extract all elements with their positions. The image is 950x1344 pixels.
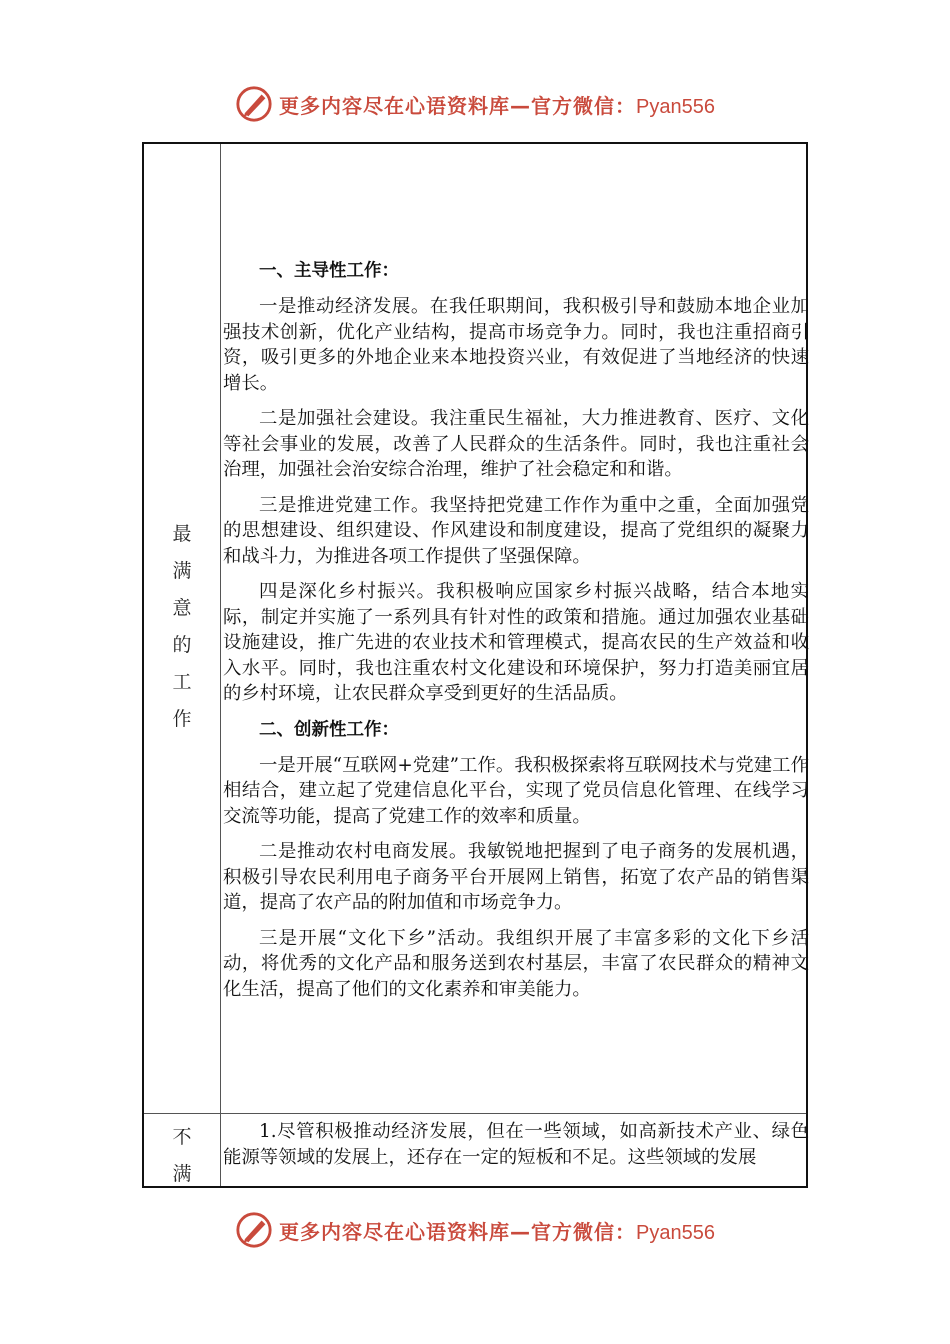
paragraph: 一是推动经济发展。在我任职期间，我积极引导和鼓励本地企业加强技术创新，优化产业结构，提高市场竞争力。同时，我也注重招商引资，吸引更多的外地企业来本地投资兴业，有效促进了当地经济的快速增长。 <box>223 296 809 394</box>
row-content-unsatisfied <box>223 1119 809 1180</box>
column-divider <box>220 144 221 1186</box>
label-char: 满 <box>172 560 192 582</box>
label-char: 满 <box>172 1163 192 1185</box>
paragraph: 二是推动农村电商发展。我敏锐地把握到了电子商务的发展机遇，积极引导农民利用电子商务平台开展网上销售，拓宽了农产品的销售渠道，提高了农产品的附加值和市场竞争力。 <box>223 841 809 913</box>
row-content-most-satisfied <box>223 258 809 1012</box>
banner-text <box>279 90 715 119</box>
banner-text <box>279 1216 715 1245</box>
label-char: 作 <box>172 708 192 730</box>
paragraph: 三是推进党建工作。我坚持把党建工作作为重中之重，全面加强党的思想建设、组织建设、作风建设和制度建设，提高了党组织的凝聚力和战斗力，为推进各项工作提供了坚强保障。 <box>223 494 809 567</box>
row-label-unsatisfied <box>144 1119 220 1193</box>
paragraph: 四是深化乡村振兴。我积极响应国家乡村振兴战略，结合本地实际，制定并实施了一系列具有针对性的政策和措施。通过加强农业基础设施建设，推广先进的农业技术和管理模式，提高农民的生产效益和收入水平。同时，我也注重农村文化建设和环境保护，努力打造美丽宜居的乡村环境，让农民群众享受到更好的生活品质。 <box>223 581 809 704</box>
label-char: 最 <box>172 523 192 545</box>
paragraph: 三是开展“文化下乡”活动。我组织开展了丰富多彩的文化下乡活动，将优秀的文化产品和服务送到农村基层，丰富了农民群众的精神文化生活，提高了他们的文化素养和审美能力。 <box>223 927 809 1000</box>
banner-caption: 更多内容尽在心语资料库—官方微信： <box>279 1219 637 1244</box>
label-char: 的 <box>172 634 192 656</box>
row-divider <box>144 1113 806 1114</box>
section-heading-leading-work: 一、主导性工作： <box>259 261 399 281</box>
label-char: 工 <box>172 671 192 693</box>
footer-watermark-banner <box>0 1210 950 1250</box>
paragraph: 1.尽管积极推动经济发展，但在一些领域，如高新技术产业、绿色能源等领域的发展上，还存在一定的短板和不足。这些领域的发展 <box>223 1121 809 1168</box>
pen-logo-icon <box>235 85 273 123</box>
header-watermark-banner <box>0 84 950 124</box>
pen-logo-icon <box>235 1211 273 1249</box>
label-char: 意 <box>172 597 192 619</box>
label-char: 不 <box>172 1126 192 1148</box>
banner-wechat-id: Pyan556 <box>636 1221 715 1244</box>
banner-wechat-id: Pyan556 <box>636 95 715 118</box>
section-heading-innovative-work: 二、创新性工作： <box>259 719 399 740</box>
paragraph: 二是加强社会建设。我注重民生福祉，大力推进教育、医疗、文化等社会事业的发展，改善了人民群众的生活条件。同时，我也注重社会治理，加强社会治安综合治理，维护了社会稳定和和谐。 <box>223 408 809 480</box>
paragraph: 一是开展“互联网+党建”工作。我积极探索将互联网技术与党建工作相结合，建立起了党建信息化平台，实现了党员信息化管理、在线学习交流等功能，提高了党建工作的效率和质量。 <box>223 754 809 827</box>
work-summary-table <box>142 142 808 1188</box>
banner-caption: 更多内容尽在心语资料库—官方微信： <box>279 93 637 118</box>
row-label-most-satisfied <box>144 516 220 738</box>
